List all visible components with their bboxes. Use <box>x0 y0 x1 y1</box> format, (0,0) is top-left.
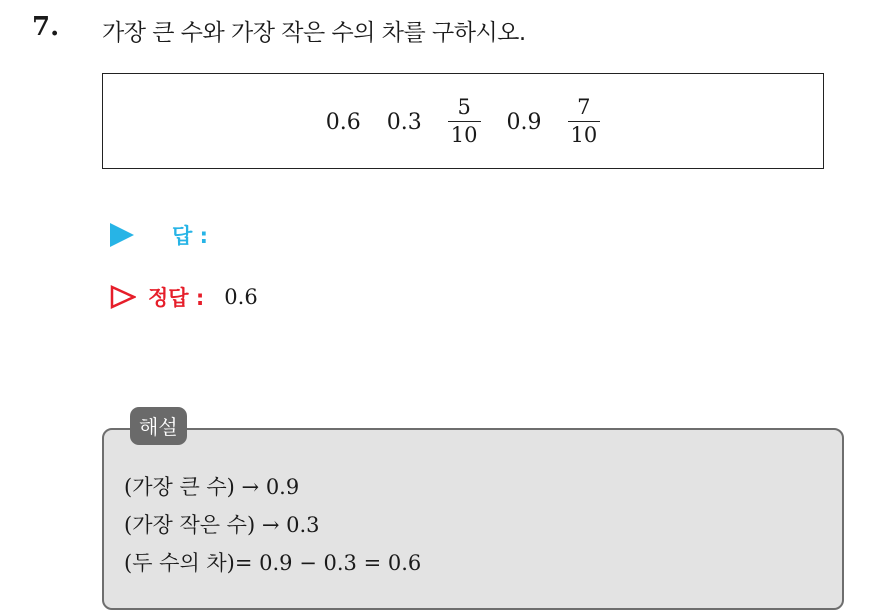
fraction-denominator: 10 <box>448 121 481 146</box>
question-text: 가장 큰 수와 가장 작은 수의 차를 구하시오. <box>102 20 526 46</box>
outline-triangle-icon <box>110 285 136 309</box>
fraction-item <box>448 96 481 145</box>
answer-label: 답 : <box>172 224 208 248</box>
number-box <box>102 73 824 169</box>
fraction-numerator: 5 <box>457 95 471 120</box>
number-item: 0.9 <box>506 109 542 135</box>
solution-lines <box>124 468 421 582</box>
fraction-numerator: 7 <box>577 95 591 120</box>
answer-row <box>110 220 208 250</box>
correct-answer-row <box>110 282 258 312</box>
fraction-denominator: 10 <box>568 121 601 146</box>
solution-line: (가장 작은 수) → 0.3 <box>124 513 320 537</box>
solution-line: (가장 큰 수) → 0.9 <box>124 475 300 499</box>
fraction-item <box>568 96 601 145</box>
solution-tag: 해설 <box>130 407 187 445</box>
solution-line: (두 수의 차)= 0.9 − 0.3 = 0.6 <box>124 551 422 575</box>
play-triangle-icon <box>110 223 134 247</box>
question-number: 7. <box>32 12 60 42</box>
number-item: 0.3 <box>386 109 422 135</box>
correct-answer-value: 0.6 <box>224 285 258 309</box>
number-item: 0.6 <box>325 109 361 135</box>
correct-answer-label: 정답 : <box>148 286 205 310</box>
number-list <box>326 96 600 145</box>
